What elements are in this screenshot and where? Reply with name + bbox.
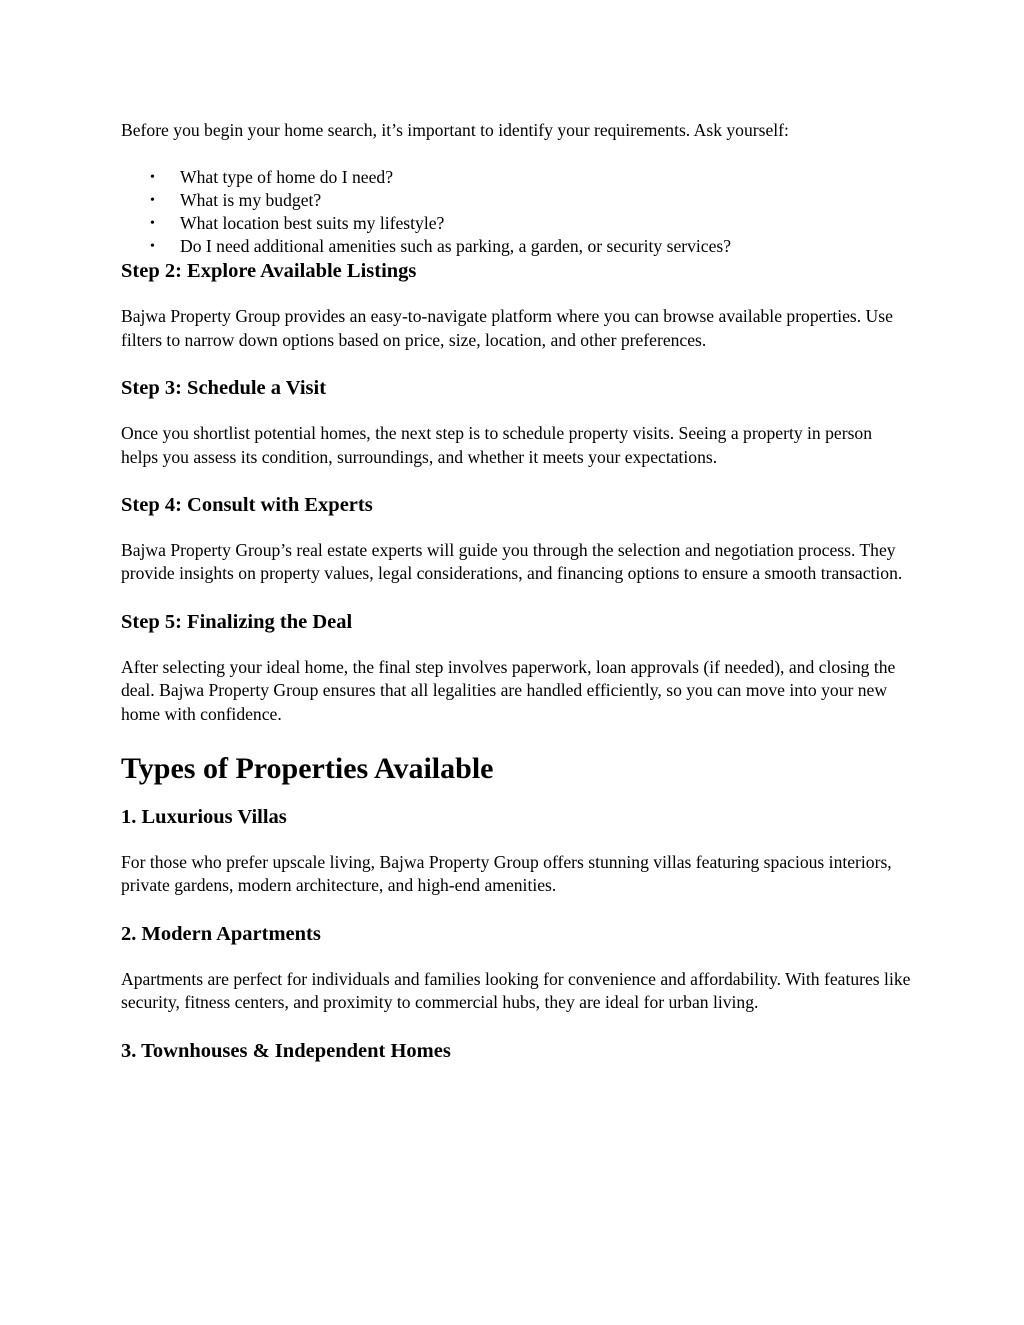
list-item (121, 166, 911, 189)
bullet-icon: • (150, 239, 155, 255)
apartments-heading: 2. Modern Apartments (121, 922, 321, 945)
step-5-paragraph: After selecting your ideal home, the final step involves paperwork, loan approvals (if needed), and closing the deal. Bajwa Property Group ensures that all legalities are handled efficiently, so you can move into your new home with confidence. (121, 656, 896, 724)
bullet-icon: • (150, 170, 155, 186)
list-item-text: What is my budget? (180, 190, 322, 211)
document-page (121, 119, 911, 1064)
intro-paragraph: Before you begin your home search, it’s important to identify your requirements. Ask yourself: (121, 120, 789, 140)
list-item-text: What type of home do I need? (180, 167, 393, 188)
villas-paragraph: For those who prefer upscale living, Bajwa Property Group offers stunning villas featuring spacious interiors, private gardens, modern architecture, and high-end amenities. (121, 852, 892, 896)
step-5-heading: Step 5: Finalizing the Deal (121, 610, 353, 633)
list-item (121, 189, 911, 212)
list-item (121, 235, 911, 258)
step-2-heading: Step 2: Explore Available Listings (121, 260, 417, 283)
bullet-icon: • (150, 216, 155, 232)
list-item (121, 212, 911, 235)
step-4-heading: Step 4: Consult with Experts (121, 494, 373, 517)
step-2-paragraph: Bajwa Property Group provides an easy-to-navigate platform where you can browse available properties. Use filters to narrow down options based on price, size, location, and other preferences. (121, 306, 893, 350)
townhouses-heading: 3. Townhouses & Independent Homes (121, 1039, 451, 1062)
step-4-paragraph: Bajwa Property Group’s real estate experts will guide you through the selection and negotiation process. They provide insights on property values, legal considerations, and financing options to ensure a smooth transaction. (121, 540, 903, 584)
bullet-icon: • (150, 193, 155, 209)
step-3-paragraph: Once you shortlist potential homes, the next step is to schedule property visits. Seeing a property in person helps you assess its condition, surroundings, and whether it meets your expectations. (121, 423, 873, 467)
apartments-paragraph: Apartments are perfect for individuals and families looking for convenience and affordability. With features like security, fitness centers, and proximity to commercial hubs, they are ideal for urban living. (121, 968, 911, 1013)
requirements-list (121, 166, 911, 258)
step-3-heading: Step 3: Schedule a Visit (121, 377, 327, 400)
list-item-text: Do I need additional amenities such as parking, a garden, or security services? (180, 236, 732, 257)
villas-heading: 1. Luxurious Villas (121, 806, 287, 829)
section-heading-property-types: Types of Properties Available (121, 752, 494, 786)
list-item-text: What location best suits my lifestyle? (180, 213, 445, 234)
